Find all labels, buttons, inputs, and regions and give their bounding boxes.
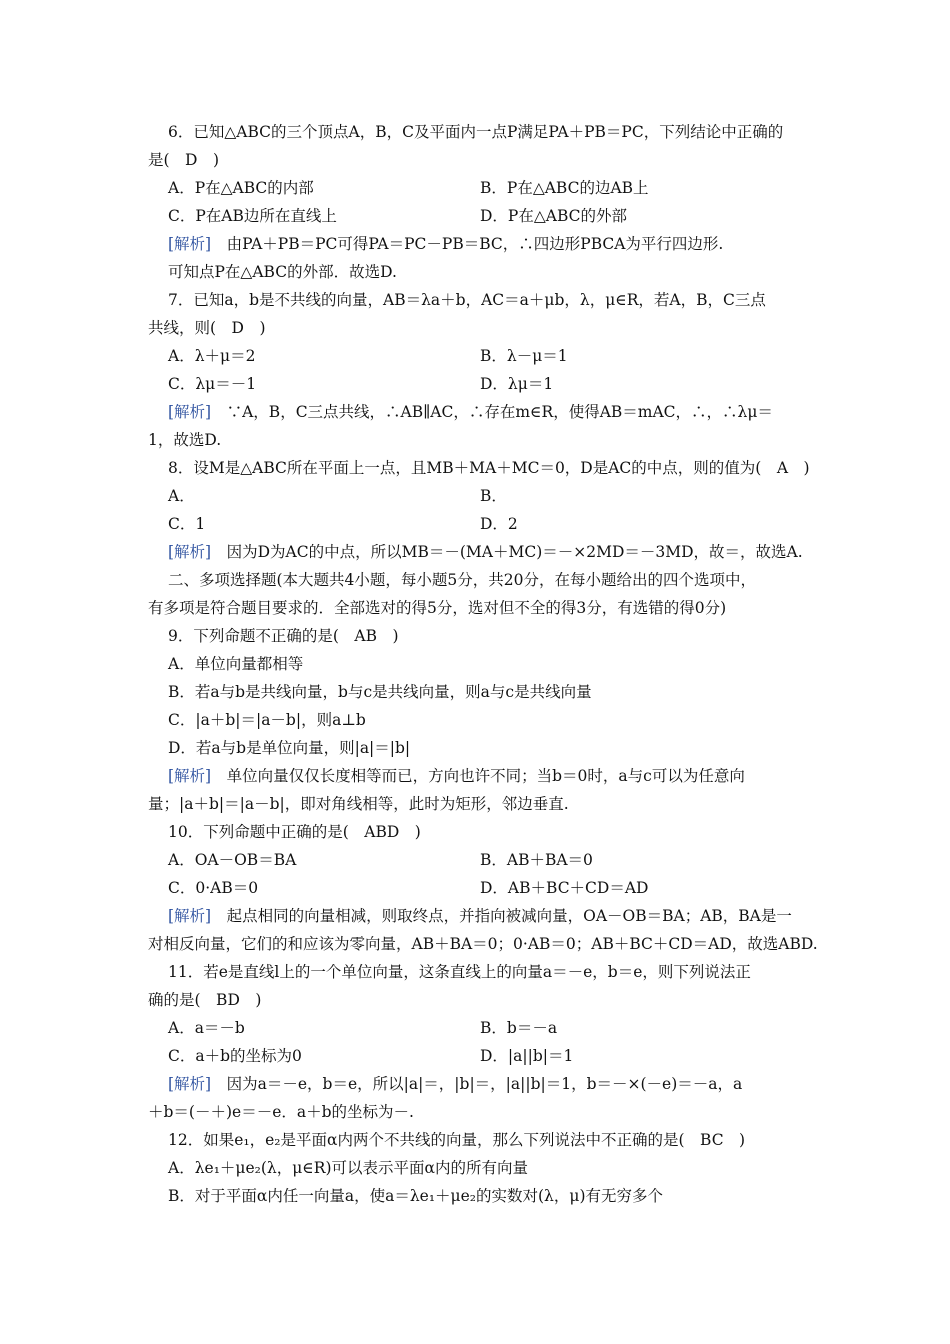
q6-option-b: B．P在△ABC的边AB上 (480, 179, 649, 197)
q9-option-d: D．若a与b是单位向量，则|a|＝|b| (168, 739, 411, 757)
q8-stem: 8．设M是△ABC所在平面上一点，且MB＋MA＋MC＝0，D是AC的中点，则的值为( A ) (168, 459, 810, 477)
q7-analysis (168, 402, 848, 422)
analysis-tag: [解析] (168, 1075, 212, 1093)
q11-stem: 11．若e是直线l上的一个单位向量，这条直线上的向量a＝－e，b＝e，则下列说法正 (168, 963, 751, 981)
q10-option-b: B．AB＋BA＝0 (480, 851, 593, 869)
q10-analysis-cont: 对相反向量，它们的和应该为零向量，AB＋BA＝0；0·AB＝0；AB＋BC＋CD＝AD，故选ABD. (148, 935, 818, 953)
q8-option-a: A． (168, 487, 195, 505)
q9-option-a: A．单位向量都相等 (168, 655, 304, 673)
q12-stem: 12．如果e₁，e₂是平面α内两个不共线的向量，那么下列说法中不正确的是( BC ) (168, 1131, 746, 1149)
q9-analysis (168, 766, 848, 786)
q6-analysis-cont: 可知点P在△ABC的外部．故选D. (168, 263, 397, 281)
q7-stem: 7．已知a，b是不共线的向量，AB＝λa＋b，AC＝a＋μb，λ，μ∈R，若A，B，C三点 (168, 291, 766, 309)
section-heading: 二、多项选择题(本大题共4小题，每小题5分，共20分，在每小题给出的四个选项中， (168, 571, 756, 589)
analysis-tag: [解析] (168, 907, 212, 925)
q8-option-c: C．1 (168, 515, 206, 533)
q9-option-b: B．若a与b是共线向量，b与c是共线向量，则a与c是共线向量 (168, 683, 592, 701)
q6-option-a: A．P在△ABC的内部 (168, 179, 314, 197)
q11-option-a: A．a＝－b (168, 1019, 245, 1037)
q7-analysis-cont: 1，故选D. (148, 431, 222, 449)
q10-option-d: D．AB＋BC＋CD＝AD (480, 879, 649, 897)
q6-stem: 6．已知△ABC的三个顶点A，B，C及平面内一点P满足PA＋PB＝PC，下列结论中正确的 (168, 123, 784, 141)
analysis-tag: [解析] (168, 235, 212, 253)
analysis-text: 因为a＝－e，b＝e，所以|a|＝，|b|＝，|a||b|＝1，b＝－×(－e)＝－a，a (211, 1075, 743, 1093)
q11-answer: 确的是( BD ) (148, 991, 262, 1009)
q9-stem: 9．下列命题不正确的是( AB ) (168, 627, 399, 645)
q10-option-a: A．OA－OB＝BA (168, 851, 297, 869)
q6-answer: 是( D ) (148, 151, 220, 169)
q12-option-b: B．对于平面α内任一向量a，使a＝λe₁＋μe₂的实数对(λ，μ)有无穷多个 (168, 1187, 664, 1205)
q8-analysis (168, 542, 848, 562)
analysis-text: 因为D为AC的中点，所以MB＝－(MA＋MC)＝－×2MD＝－3MD，故＝，故选A. (211, 543, 803, 561)
analysis-text: 由PA＋PB＝PC可得PA＝PC－PB＝BC，∴四边形PBCA为平行四边形. (211, 235, 724, 253)
q7-option-b: B．λ－μ＝1 (480, 347, 568, 365)
q11-option-b: B．b＝－a (480, 1019, 558, 1037)
q9-analysis-cont: 量；|a＋b|＝|a－b|，即对角线相等，此时为矩形，邻边垂直. (148, 795, 569, 813)
q10-stem: 10．下列命题中正确的是( ABD ) (168, 823, 421, 841)
q8-option-b: B． (480, 487, 507, 505)
q7-option-c: C．λμ＝－1 (168, 375, 257, 393)
q7-option-d: D．λμ＝1 (480, 375, 554, 393)
analysis-text: 单位向量仅仅长度相等而已，方向也许不同；当b＝0时，a与c可以为任意向 (211, 767, 745, 785)
q11-analysis-cont: ＋b＝(－＋)e＝－e．a＋b的坐标为－. (148, 1103, 414, 1121)
analysis-text: ∵A，B，C三点共线，∴AB∥AC，∴存在m∈R，使得AB＝mAC，∴，∴λμ＝ (211, 403, 773, 421)
q9-option-c: C．|a＋b|＝|a－b|，则a⊥b (168, 711, 366, 729)
analysis-tag: [解析] (168, 543, 212, 561)
analysis-text: 起点相同的向量相减，则取终点，并指向被减向量，OA－OB＝BA；AB，BA是一 (211, 907, 792, 925)
q11-option-c: C．a＋b的坐标为0 (168, 1047, 302, 1065)
analysis-tag: [解析] (168, 767, 212, 785)
q7-option-a: A．λ＋μ＝2 (168, 347, 256, 365)
q7-answer: 共线，则( D ) (148, 319, 266, 337)
section-heading-cont: 有多项是符合题目要求的．全部选对的得5分，选对但不全的得3分，有选错的得0分) (148, 599, 727, 617)
analysis-tag: [解析] (168, 403, 212, 421)
q10-option-c: C．0·AB＝0 (168, 879, 259, 897)
q11-option-d: D．|a||b|＝1 (480, 1047, 574, 1065)
q6-option-c: C．P在AB边所在直线上 (168, 207, 337, 225)
q6-analysis (168, 234, 848, 254)
q10-analysis (168, 906, 848, 926)
q11-analysis (168, 1074, 848, 1094)
q12-option-a: A．λe₁＋μe₂(λ，μ∈R)可以表示平面α内的所有向量 (168, 1159, 528, 1177)
q8-option-d: D．2 (480, 515, 518, 533)
q6-option-d: D．P在△ABC的外部 (480, 207, 628, 225)
